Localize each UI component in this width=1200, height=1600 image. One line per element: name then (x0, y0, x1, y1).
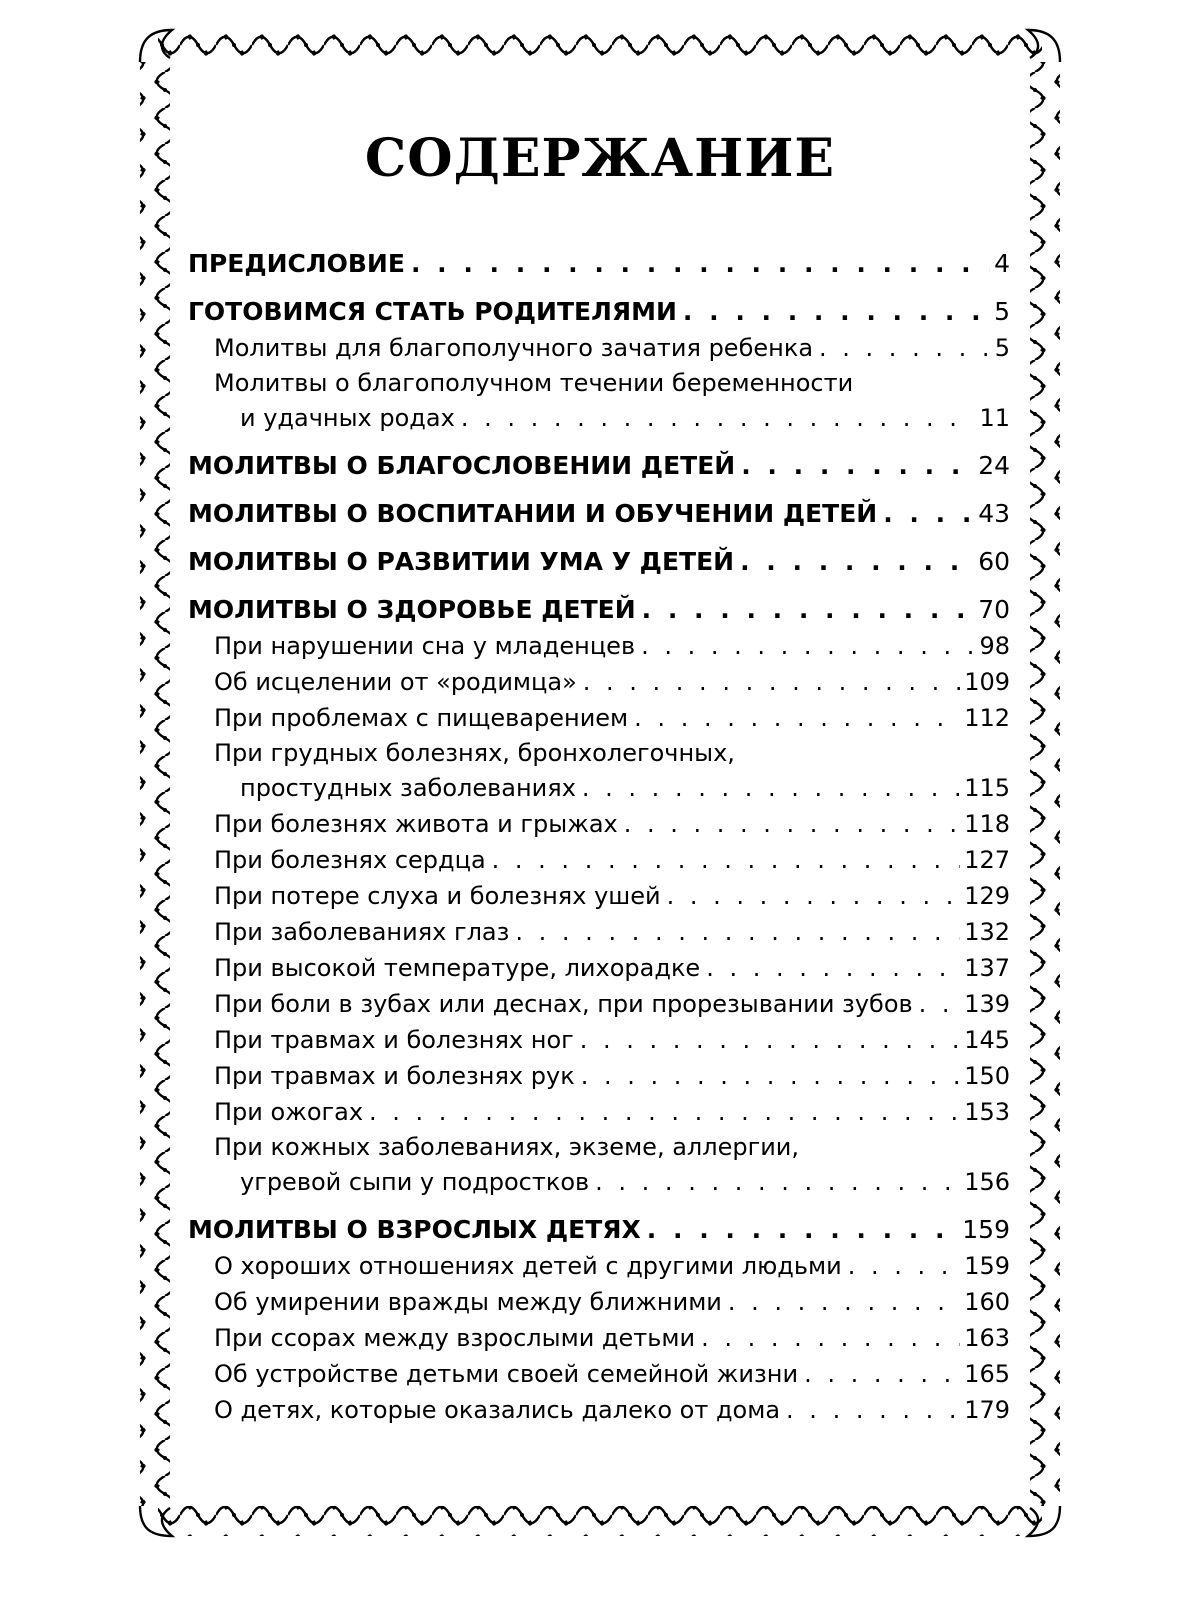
toc-entry-title: При потере слуха и болезнях ушей (214, 882, 661, 910)
toc-entry-title: При заболеваниях глаз (214, 918, 510, 946)
toc-entry-title: При травмах и болезнях ног (214, 1026, 574, 1054)
toc-line (214, 1284, 1010, 1320)
dot-leader (706, 950, 960, 986)
toc-entry-title: Молитвы о благополучном течении беременности (214, 369, 854, 397)
dot-leader (701, 1320, 960, 1356)
toc-entry-title: Об устройстве детьми своей семейной жизни (214, 1360, 799, 1388)
toc-subsection (214, 1094, 1010, 1130)
dot-leader (492, 842, 961, 878)
toc-entry-title: При нарушении сна у младенцев (214, 632, 636, 660)
toc-subsection (214, 700, 1010, 736)
toc-page-number: 160 (964, 1288, 1010, 1316)
toc-line (214, 842, 1010, 878)
toc-page-number: 156 (964, 1168, 1010, 1196)
dot-leader (728, 1284, 960, 1320)
toc-section (188, 1212, 1010, 1248)
toc-page-number: 159 (962, 1215, 1010, 1244)
frame-right-border (1030, 62, 1060, 1506)
toc-line (188, 544, 1010, 580)
toc-entry-title: Об умирении вражды между ближними (214, 1288, 722, 1316)
dot-leader (583, 664, 960, 700)
table-of-contents (188, 246, 1010, 1428)
toc-subsection (214, 1356, 1010, 1392)
toc-subsection (214, 1320, 1010, 1356)
toc-subsection (214, 1130, 1010, 1200)
dot-leader (582, 770, 960, 806)
dot-leader (642, 592, 975, 628)
toc-line (214, 1320, 1010, 1356)
toc-page-number: 163 (964, 1324, 1010, 1352)
toc-section (188, 544, 1010, 580)
toc-page-number: 43 (978, 499, 1010, 528)
toc-subsection (214, 1284, 1010, 1320)
toc-section (188, 496, 1010, 532)
toc-page-number: 5 (994, 334, 1010, 362)
toc-entry-title: При ожогах (214, 1098, 364, 1126)
dot-leader (641, 628, 975, 664)
toc-line (188, 294, 1010, 330)
dot-leader (411, 246, 990, 282)
toc-section (188, 592, 1010, 628)
toc-subsection (214, 664, 1010, 700)
toc-page-number: 179 (964, 1396, 1010, 1424)
toc-entry-title: МОЛИТВЫ О ЗДОРОВЬЕ ДЕТЕЙ (188, 595, 636, 624)
toc-line (214, 1058, 1010, 1094)
toc-entry-title: При проблемах с пищеварением (214, 704, 629, 732)
toc-line (214, 1130, 1010, 1164)
toc-page-number: 4 (994, 249, 1010, 278)
toc-line (214, 986, 1010, 1022)
toc-section (188, 448, 1010, 484)
toc-page-number: 112 (964, 704, 1010, 732)
toc-subsection (214, 842, 1010, 878)
toc-entry-title: При ссорах между взрослыми детьми (214, 1324, 696, 1352)
toc-entry-title: При боли в зубах или деснах, при прорезывании зубов (214, 990, 913, 1018)
toc-line (214, 330, 1010, 366)
dot-leader (683, 294, 990, 330)
toc-line (214, 1356, 1010, 1392)
frame-top-border (158, 30, 1042, 60)
toc-entry-title: МОЛИТВЫ О БЛАГОСЛОВЕНИИ ДЕТЕЙ (188, 451, 736, 480)
toc-entry-title: МОЛИТВЫ О РАЗВИТИИ УМА У ДЕТЕЙ (188, 547, 735, 576)
toc-entry-title: ГОТОВИМСЯ СТАТЬ РОДИТЕЛЯМИ (188, 297, 677, 326)
toc-subsection (214, 986, 1010, 1022)
toc-section (188, 246, 1010, 282)
toc-line (214, 1094, 1010, 1130)
dot-leader (595, 1164, 960, 1200)
toc-line (214, 736, 1010, 770)
toc-page-number: 139 (964, 990, 1010, 1018)
dot-leader (848, 1248, 960, 1284)
toc-subsection (214, 1058, 1010, 1094)
toc-entry-title: простудных заболеваниях (240, 774, 576, 802)
dot-leader (804, 1356, 960, 1392)
toc-entry-title: ПРЕДИСЛОВИЕ (188, 249, 405, 278)
toc-line (188, 496, 1010, 532)
toc-entry-title: О хороших отношениях детей с другими людьми (214, 1252, 842, 1280)
toc-subsection (214, 1022, 1010, 1058)
dot-leader (647, 1212, 958, 1248)
toc-line (214, 628, 1010, 664)
toc-page-number: 159 (964, 1252, 1010, 1280)
frame-left-border (140, 62, 170, 1506)
toc-entry-title: При болезнях сердца (214, 846, 486, 874)
frame-bottom-border (158, 1506, 1042, 1536)
toc-subsection (214, 628, 1010, 664)
toc-subsection (214, 736, 1010, 806)
toc-subsection (214, 914, 1010, 950)
toc-page-number: 137 (964, 954, 1010, 982)
toc-line (188, 592, 1010, 628)
toc-line (214, 700, 1010, 736)
toc-line (188, 246, 1010, 282)
toc-line (214, 1022, 1010, 1058)
toc-entry-title: МОЛИТВЫ О ВЗРОСЛЫХ ДЕТЯХ (188, 1215, 641, 1244)
toc-entry-title: При кожных заболеваниях, экземе, аллергии, (214, 1133, 800, 1161)
toc-entry-title: и удачных родах (240, 404, 455, 432)
dot-leader (369, 1094, 960, 1130)
dot-leader (515, 914, 960, 950)
dot-leader (883, 496, 974, 532)
toc-line (214, 664, 1010, 700)
dot-leader (786, 1392, 960, 1428)
toc-page-number: 127 (964, 846, 1010, 874)
toc-subsection (214, 366, 1010, 436)
toc-entry-title: Об исцелении от «родимца» (214, 668, 577, 696)
dot-leader (624, 806, 960, 842)
toc-page-number: 109 (964, 668, 1010, 696)
toc-page-number: 129 (964, 882, 1010, 910)
dot-leader (581, 1058, 960, 1094)
toc-line (214, 1248, 1010, 1284)
toc-page-number: 11 (979, 404, 1010, 432)
dot-leader (580, 1022, 960, 1058)
toc-line (214, 914, 1010, 950)
page-title: СОДЕРЖАНИЕ (364, 128, 836, 189)
toc-page-number: 153 (964, 1098, 1010, 1126)
toc-line (214, 806, 1010, 842)
toc-page-number: 24 (978, 451, 1010, 480)
toc-subsection (214, 806, 1010, 842)
dot-leader (634, 700, 960, 736)
toc-section (188, 294, 1010, 330)
toc-page-number: 132 (964, 918, 1010, 946)
toc-page-number: 5 (994, 297, 1010, 326)
toc-subsection (214, 1248, 1010, 1284)
toc-page-number: 165 (964, 1360, 1010, 1388)
toc-page-number: 150 (964, 1062, 1010, 1090)
dot-leader (919, 986, 961, 1022)
toc-line (214, 770, 1010, 806)
dot-leader (740, 544, 974, 580)
dot-leader (461, 400, 976, 436)
toc-line (214, 366, 1010, 400)
toc-line (214, 1164, 1010, 1200)
toc-entry-title: При грудных болезнях, бронхолегочных, (214, 739, 735, 767)
toc-entry-title: При травмах и болезнях рук (214, 1062, 575, 1090)
toc-line (188, 1212, 1010, 1248)
toc-subsection (214, 878, 1010, 914)
toc-line (188, 448, 1010, 484)
toc-entry-title: О детях, которые оказались далеко от дома (214, 1396, 781, 1424)
toc-entry-title: При высокой температуре, лихорадке (214, 954, 701, 982)
toc-line (214, 400, 1010, 436)
toc-entry-title: МОЛИТВЫ О ВОСПИТАНИИ И ОБУЧЕНИИ ДЕТЕЙ (188, 499, 878, 528)
toc-page-number: 145 (964, 1026, 1010, 1054)
toc-page-number: 118 (964, 810, 1010, 838)
toc-entry-title: При болезнях живота и грыжах (214, 810, 618, 838)
toc-subsection (214, 1392, 1010, 1428)
toc-line (214, 950, 1010, 986)
toc-entry-title: угревой сыпи у подростков (240, 1168, 590, 1196)
toc-page-number: 98 (979, 632, 1010, 660)
toc-line (214, 1392, 1010, 1428)
dot-leader (819, 330, 991, 366)
toc-line (214, 878, 1010, 914)
toc-page-number: 60 (978, 547, 1010, 576)
toc-entry-title: Молитвы для благополучного зачатия ребенка (214, 334, 814, 362)
toc-subsection (214, 950, 1010, 986)
toc-subsection (214, 330, 1010, 366)
toc-page-number: 115 (964, 774, 1010, 802)
dot-leader (741, 448, 974, 484)
dot-leader (667, 878, 961, 914)
toc-page-number: 70 (978, 595, 1010, 624)
